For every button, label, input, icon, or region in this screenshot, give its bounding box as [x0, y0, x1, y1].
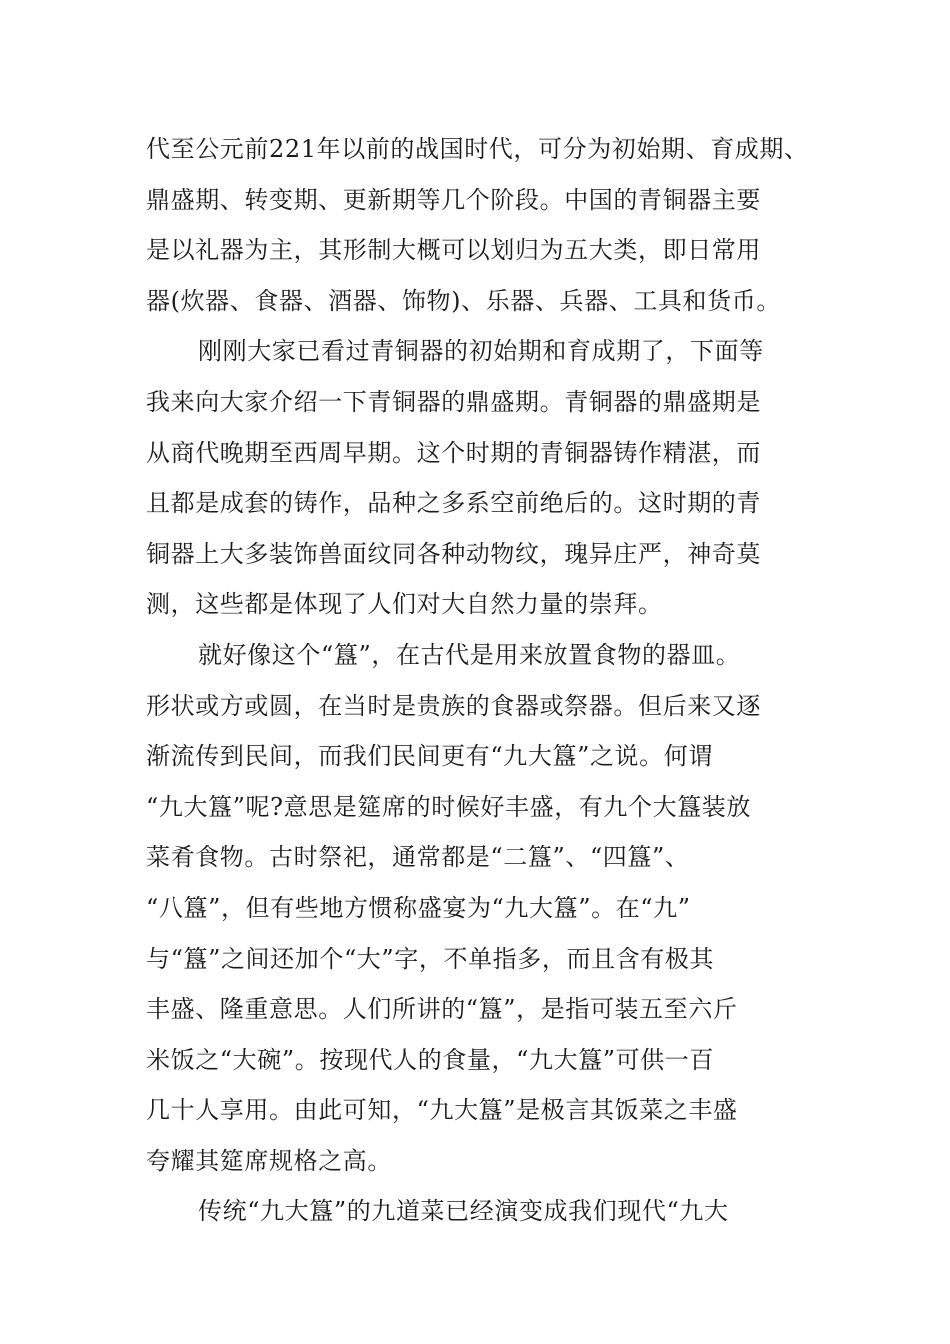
paragraph-first-line: 就好像这个“簋”，在古代是用来放置食物的器皿。	[198, 640, 741, 669]
text-line: 测，这些都是体现了人们对大自然力量的崇拜。	[146, 590, 663, 619]
text-line: 丰盛、隆重意思。人们所讲的“簋”，是指可装五至六斤	[146, 995, 738, 1024]
text-line: 米饭之“大碗”。按现代人的食量，“九大簋”可供一百	[146, 1045, 715, 1074]
body-text	[146, 124, 826, 1237]
text-line: “八簋”，但有些地方惯称盛宴为“九大簋”。在“九”	[146, 893, 691, 922]
text-line: 是以礼器为主，其形制大概可以划归为五大类，即日常用	[146, 236, 761, 265]
paragraph-first-line: 刚刚大家已看过青铜器的初始期和育成期了，下面等	[198, 337, 764, 366]
text-line: 菜肴食物。古时祭祀，通常都是“二簋”、“四簋”、	[146, 843, 690, 872]
text-line: 代至公元前221年以前的战国时代，可分为初始期、育成期、	[146, 135, 809, 163]
text-line: 形状或方或圆，在当时是贵族的食器或祭器。但后来又逐	[146, 691, 761, 720]
text-line: 渐流传到民间，而我们民间更有“九大簋”之说。何谓	[146, 742, 713, 771]
text-line: 从商代晚期至西周早期。这个时期的青铜器铸作精湛，而	[146, 438, 761, 467]
paragraph-first-line: 传统“九大簋”的九道菜已经演变成我们现代“九大	[198, 1197, 729, 1226]
text-line: 且都是成套的铸作，品种之多系空前绝后的。这时期的青	[146, 489, 761, 518]
text-line: 几十人享用。由此可知，“九大簋”是极言其饭菜之丰盛	[146, 1096, 738, 1125]
text-line: 鼎盛期、转变期、更新期等几个阶段。中国的青铜器主要	[146, 185, 761, 214]
text-line: 我来向大家介绍一下青铜器的鼎盛期。青铜器的鼎盛期是	[146, 387, 761, 416]
text-line: “九大簋”呢?意思是筵席的时候好丰盛，有九个大簋装放	[146, 792, 752, 821]
text-line: 铜器上大多装饰兽面纹同各种动物纹，瑰异庄严，神奇莫	[146, 539, 761, 568]
text-line: 夸耀其筵席规格之高。	[146, 1146, 392, 1175]
text-line: 与“簋”之间还加个“大”字，不单指多，而且含有极其	[146, 944, 715, 973]
text-line: 器(炊器、食器、酒器、饰物)、乐器、兵器、工具和货币。	[146, 286, 781, 315]
